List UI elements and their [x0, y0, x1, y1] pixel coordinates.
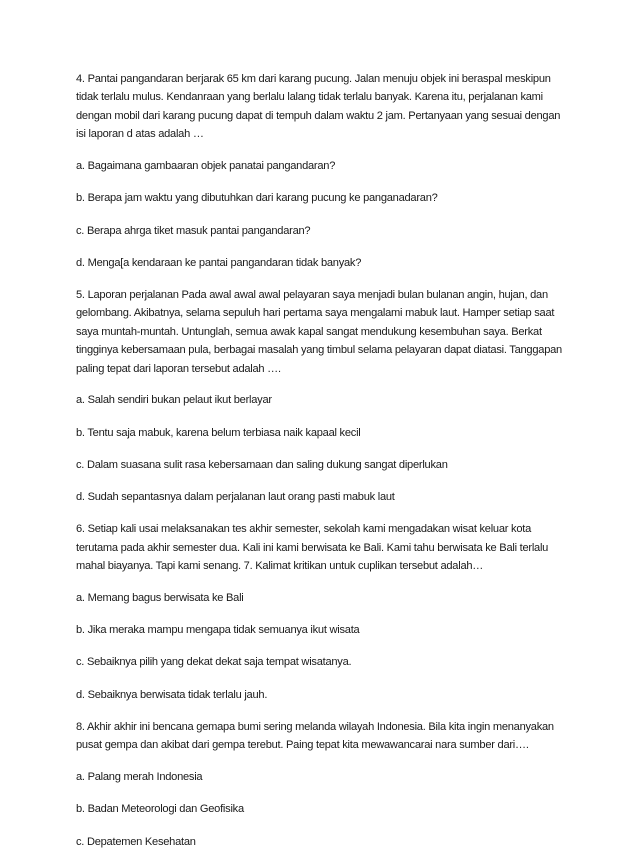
text-line: c. Berapa ahrga tiket masuk pantai pangandaran? — [76, 224, 311, 237]
text-line: tingginya kebersamaan pula, berbagai masalah yang timbul selama pelayaran dapat diatasi. Tanggapan — [76, 344, 562, 357]
text-line: b. Jika meraka mampu mengapa tidak semuanya ikut wisata — [76, 624, 360, 637]
text-line: 8. Akhir akhir ini bencana gemapa bumi sering melanda wilayah Indonesia. Bila kita ingin menanyakan — [76, 720, 554, 733]
question-paragraph — [76, 70, 568, 144]
answer-option — [76, 686, 568, 704]
answer-option — [76, 424, 568, 442]
text-line: c. Depatemen Kesehatan — [76, 835, 196, 848]
answer-option — [76, 254, 568, 272]
answer-option — [76, 768, 568, 786]
answer-option — [76, 391, 568, 409]
text-line: b. Berapa jam waktu yang dibutuhkan dari karang pucung ke panganadaran? — [76, 192, 438, 205]
text-line: terutama pada akhir semester dua. Kali ini kami berwisata ke Bali. Kami tahu berwisata ke Bali terlalu — [76, 541, 549, 554]
answer-option — [76, 621, 568, 639]
text-line: 4. Pantai pangandaran berjarak 65 km dari karang pucung. Jalan menuju objek ini beraspal meskipun — [76, 73, 551, 85]
answer-option — [76, 157, 568, 175]
text-line: mahal biayanya. Tapi kami senang. 7. Kalimat kritikan untuk cuplikan tersebut adalah… — [76, 560, 484, 573]
question-paragraph — [76, 286, 568, 378]
text-line: a. Palang merah Indonesia — [76, 771, 203, 784]
text-line: c. Dalam suasana sulit rasa kebersamaan dan saling dukung sangat diperlukan — [76, 458, 448, 471]
text-line: b. Badan Meteorologi dan Geofisika — [76, 803, 244, 816]
answer-option — [76, 456, 568, 474]
text-line: d. Menga[a kendaraan ke pantai pangandaran tidak banyak? — [76, 256, 362, 269]
question-paragraph — [76, 520, 568, 575]
text-line: isi laporan d atas adalah … — [76, 128, 204, 141]
text-line: a. Memang bagus berwisata ke Bali — [76, 592, 244, 604]
text-line: tidak terlalu mulus. Kendanraan yang berlalu lalang tidak terlalu banyak. Karena itu, perjalanan kami — [76, 91, 543, 104]
text-line: c. Sebaiknya pilih yang dekat dekat saja tempat wisatanya. — [76, 656, 352, 669]
answer-option — [76, 833, 568, 851]
answer-option — [76, 800, 568, 818]
text-line: d. Sebaiknya berwisata tidak terlalu jauh. — [76, 688, 268, 701]
text-line: a. Bagaimana gambaaran objek panatai pangandaran? — [76, 160, 336, 173]
text-line: pusat gempa dan akibat dari gempa terebut. Paing tepat kita mewawancarai nara sumber dari…. — [76, 739, 529, 752]
text-line: b. Tentu saja mabuk, karena belum terbiasa naik kapaal kecil — [76, 426, 361, 439]
answer-option — [76, 589, 568, 607]
answer-option — [76, 189, 568, 207]
answer-option — [76, 488, 568, 506]
text-line: d. Sudah sepantasnya dalam perjalanan laut orang pasti mabuk laut — [76, 491, 395, 504]
answer-option — [76, 653, 568, 671]
text-line: 6. Setiap kali usai melaksanakan tes akhir semester, sekolah kami mengadakan wisat keluar kota — [76, 523, 532, 536]
text-line: paling tepat dari laporan tersebut adalah …. — [76, 362, 281, 375]
text-line: dengan mobil dari karang pucung dapat di tempuh dalam waktu 2 jam. Pertanyaan yang sesuai dengan — [76, 109, 561, 122]
answer-option — [76, 222, 568, 240]
text-line: 5. Laporan perjalanan Pada awal awal awal pelayaran saya menjadi bulan bulanan angin, hujan, dan — [76, 288, 548, 301]
text-line: gelombang. Akibatnya, selama sepuluh hari pertama saya mengalami mabuk laut. Hamper setiap saat — [76, 307, 555, 320]
question-paragraph — [76, 718, 568, 755]
text-line: a. Salah sendiri bukan pelaut ikut berlayar — [76, 394, 272, 407]
text-line: saya muntah-muntah. Untunglah, semua awak kapal sangat mendukung kesembuhan saya. Berkat — [76, 325, 542, 338]
